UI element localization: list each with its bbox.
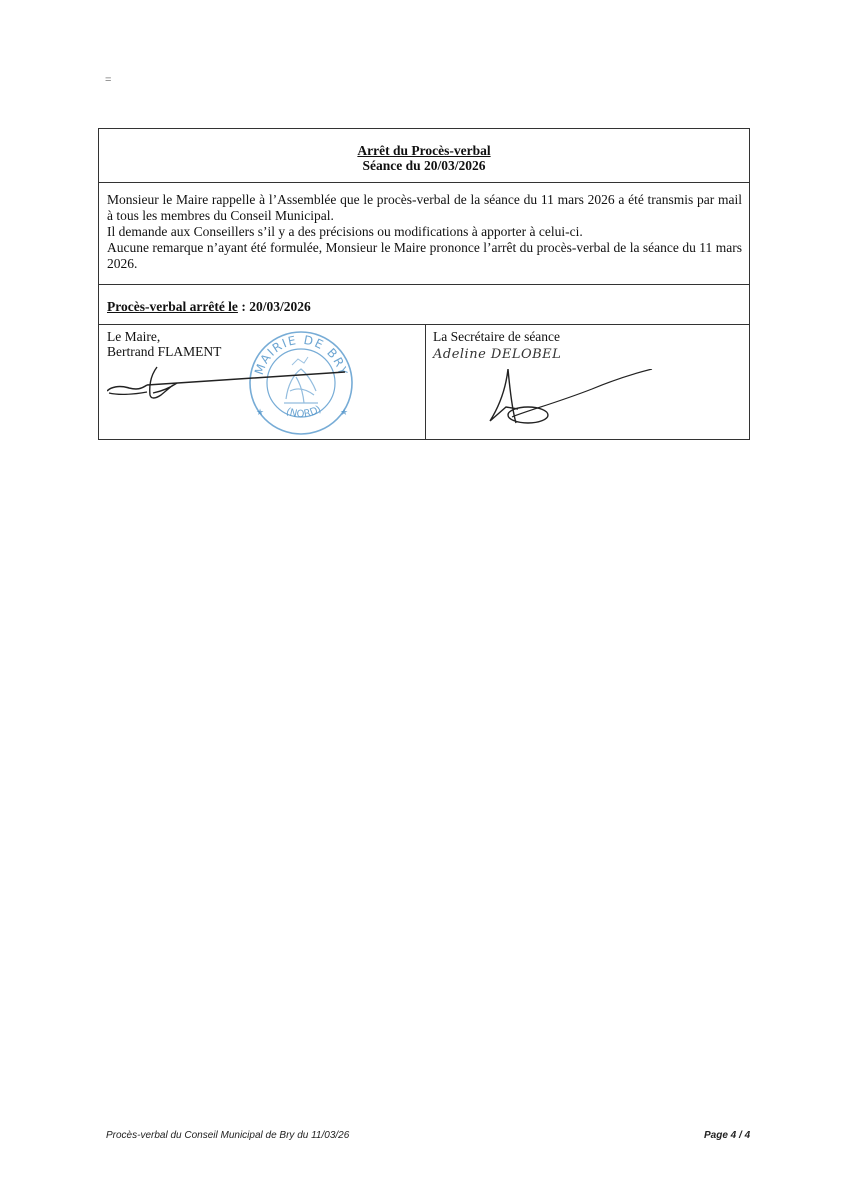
paragraph-3: Aucune remarque n’ayant été formulée, Monsieur le Maire prononce l’arrêt du procès-verbal de la séance du 11 mars 2026. [107,240,742,271]
arrete-label: Procès-verbal arrêté le [107,299,238,314]
section-subtitle: Séance du 20/03/2026 [362,158,486,173]
footer-document-title: Procès-verbal du Conseil Municipal de Bry du 11/03/26 [106,1130,350,1141]
svg-text:(NORD): (NORD) [284,403,324,421]
secretary-signature-icon [466,369,666,433]
mayor-signature-icon [107,365,367,415]
paragraph-2: Il demande aux Conseillers s’il y a des précisions ou modifications à apporter à celui-ci. [107,224,583,239]
mayor-title: Le Maire, [107,329,161,344]
secretary-handwritten-name: Adeline DELOBEL [433,347,562,362]
arrete-date: 20/03/2026 [249,299,311,314]
mayor-name: Bertrand FLAMENT [107,344,222,359]
section-title-block [99,129,749,183]
secretary-title: La Secrétaire de séance [433,329,561,344]
svg-text:★: ★ [340,408,349,418]
body-text [99,183,749,285]
arrete-separator: : [237,299,250,314]
proces-verbal-box [98,128,750,440]
mayor-signature-cell [99,325,426,439]
arrete-line [99,285,749,325]
header-mark: = [105,74,112,86]
paragraph-1: Monsieur le Maire rappelle à l’Assemblée que le procès-verbal de la séance du 11 mars 2026 a été transmis par mail à tous les membres du Conseil Municipal. [107,192,742,223]
secretary-signature-cell [426,325,749,439]
svg-text:MAIRIE DE BRY: MAIRIE DE BRY [251,332,351,378]
svg-text:★: ★ [256,408,265,418]
section-title: Arrêt du Procès-verbal [357,143,491,158]
footer-page-number: Page 4 / 4 [704,1130,751,1141]
